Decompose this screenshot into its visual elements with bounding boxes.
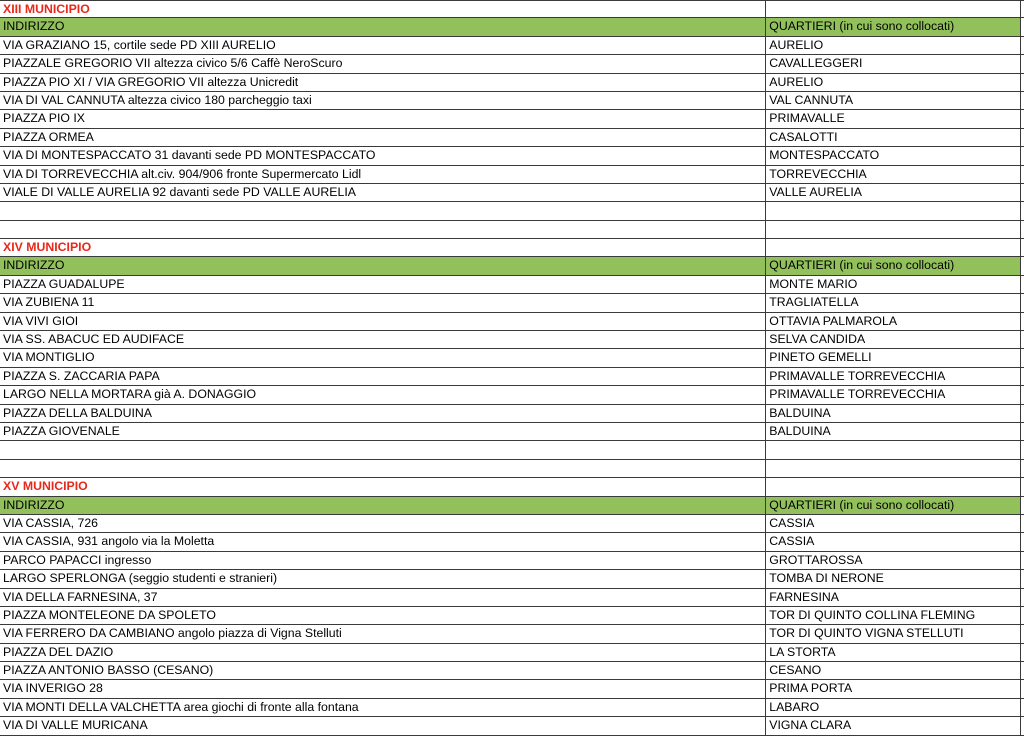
address-cell[interactable]: VIA CASSIA, 726: [0, 515, 766, 532]
table-row: [0, 699, 1024, 717]
address-cell[interactable]: PIAZZA MONTELEONE DA SPOLETO: [0, 607, 766, 624]
address-cell[interactable]: VIA GRAZIANO 15, cortile sede PD XIII AURELIO: [0, 37, 766, 54]
table-row: [0, 589, 1024, 607]
table-row: [0, 662, 1024, 680]
neighborhood-cell[interactable]: MONTESPACCATO: [766, 147, 1021, 164]
table-row: [0, 331, 1024, 349]
address-cell[interactable]: PIAZZA PIO XI / VIA GREGORIO VII altezza Unicredit: [0, 74, 766, 91]
table-row: [0, 570, 1024, 588]
empty-cell[interactable]: [766, 1, 1021, 17]
neighborhood-cell[interactable]: AURELIO: [766, 74, 1021, 91]
address-cell[interactable]: PIAZZA GUADALUPE: [0, 276, 766, 293]
address-header[interactable]: INDIRIZZO: [0, 257, 766, 274]
neighborhood-cell[interactable]: TOR DI QUINTO VIGNA STELLUTI: [766, 625, 1021, 642]
address-cell[interactable]: VIA DI VAL CANNUTA altezza civico 180 parcheggio taxi: [0, 92, 766, 109]
table-row: [0, 166, 1024, 184]
address-cell[interactable]: VIA VIVI GIOI: [0, 313, 766, 330]
neighborhood-cell[interactable]: AURELIO: [766, 37, 1021, 54]
header-row: [0, 497, 1024, 515]
address-cell[interactable]: PIAZZA ORMEA: [0, 129, 766, 146]
section-title[interactable]: XV MUNICIPIO: [0, 478, 766, 495]
empty-cell[interactable]: [766, 478, 1021, 495]
address-cell[interactable]: LARGO SPERLONGA (seggio studenti e stranieri): [0, 570, 766, 587]
address-cell[interactable]: PIAZZA ANTONIO BASSO (CESANO): [0, 662, 766, 679]
empty-cell[interactable]: [0, 202, 766, 219]
neighborhood-cell[interactable]: CASSIA: [766, 515, 1021, 532]
neighborhood-cell[interactable]: MONTE MARIO: [766, 276, 1021, 293]
neighborhood-cell[interactable]: CASALOTTI: [766, 129, 1021, 146]
address-cell[interactable]: VIA DI TORREVECCHIA alt.civ. 904/906 fronte Supermercato Lidl: [0, 166, 766, 183]
address-cell[interactable]: LARGO NELLA MORTARA già A. DONAGGIO: [0, 386, 766, 403]
table-row: [0, 386, 1024, 404]
empty-cell[interactable]: [0, 460, 766, 477]
table-row: [0, 607, 1024, 625]
neighborhood-cell[interactable]: TOMBA DI NERONE: [766, 570, 1021, 587]
address-cell[interactable]: PIAZZA PIO IX: [0, 110, 766, 127]
empty-cell[interactable]: [766, 202, 1021, 219]
table-row: [0, 294, 1024, 312]
table-row: [0, 184, 1024, 202]
table-row: [0, 533, 1024, 551]
neighborhood-cell[interactable]: OTTAVIA PALMAROLA: [766, 313, 1021, 330]
address-cell[interactable]: VIA INVERIGO 28: [0, 680, 766, 697]
empty-cell[interactable]: [0, 221, 766, 238]
table-row: [0, 423, 1024, 441]
neighborhood-cell[interactable]: TRAGLIATELLA: [766, 294, 1021, 311]
address-cell[interactable]: PIAZZALE GREGORIO VII altezza civico 5/6 Caffè NeroScuro: [0, 55, 766, 72]
table-row: [0, 37, 1024, 55]
neighborhood-cell[interactable]: FARNESINA: [766, 589, 1021, 606]
neighborhood-cell[interactable]: VAL CANNUTA: [766, 92, 1021, 109]
neighborhood-header[interactable]: QUARTIERI (in cui sono collocati): [766, 257, 1021, 274]
address-cell[interactable]: VIA DELLA FARNESINA, 37: [0, 589, 766, 606]
table-row: [0, 644, 1024, 662]
address-cell[interactable]: PIAZZA DELLA BALDUINA: [0, 405, 766, 422]
table-row: [0, 129, 1024, 147]
table-row: [0, 680, 1024, 698]
empty-cell[interactable]: [0, 441, 766, 458]
empty-row: [0, 441, 1024, 459]
address-header[interactable]: INDIRIZZO: [0, 497, 766, 514]
neighborhood-cell[interactable]: VALLE AURELIA: [766, 184, 1021, 201]
neighborhood-cell[interactable]: CASSIA: [766, 533, 1021, 550]
neighborhood-cell[interactable]: VIGNA CLARA: [766, 717, 1021, 734]
neighborhood-cell[interactable]: PRIMA PORTA: [766, 680, 1021, 697]
section-title-row: [0, 478, 1024, 496]
table-row: [0, 92, 1024, 110]
neighborhood-cell[interactable]: LABARO: [766, 699, 1021, 716]
table-row: [0, 147, 1024, 165]
neighborhood-cell[interactable]: BALDUINA: [766, 405, 1021, 422]
table-row: [0, 368, 1024, 386]
address-cell[interactable]: VIA ZUBIENA 11: [0, 294, 766, 311]
empty-cell[interactable]: [766, 441, 1021, 458]
header-row: [0, 18, 1024, 36]
neighborhood-cell[interactable]: PRIMAVALLE TORREVECCHIA: [766, 368, 1021, 385]
address-cell[interactable]: VIA FERRERO DA CAMBIANO angolo piazza di Vigna Stelluti: [0, 625, 766, 642]
neighborhood-cell[interactable]: TORREVECCHIA: [766, 166, 1021, 183]
neighborhood-header[interactable]: QUARTIERI (in cui sono collocati): [766, 497, 1021, 514]
address-header[interactable]: INDIRIZZO: [0, 18, 766, 35]
table-row: [0, 276, 1024, 294]
empty-cell[interactable]: [766, 221, 1021, 238]
section-title-row: [0, 239, 1024, 257]
address-cell[interactable]: VIA MONTIGLIO: [0, 349, 766, 366]
neighborhood-cell[interactable]: GROTTAROSSA: [766, 552, 1021, 569]
address-cell[interactable]: PARCO PAPACCI ingresso: [0, 552, 766, 569]
neighborhood-header[interactable]: QUARTIERI (in cui sono collocati): [766, 18, 1021, 35]
empty-row: [0, 460, 1024, 478]
address-cell[interactable]: VIA MONTI DELLA VALCHETTA area giochi di fronte alla fontana: [0, 699, 766, 716]
empty-cell[interactable]: [766, 460, 1021, 477]
section-title[interactable]: XIV MUNICIPIO: [0, 239, 766, 256]
address-cell[interactable]: VIALE DI VALLE AURELIA 92 davanti sede PD VALLE AURELIA: [0, 184, 766, 201]
neighborhood-cell[interactable]: PINETO GEMELLI: [766, 349, 1021, 366]
table-row: [0, 552, 1024, 570]
empty-row: [0, 202, 1024, 220]
address-cell[interactable]: VIA CASSIA, 931 angolo via la Moletta: [0, 533, 766, 550]
table-row: [0, 515, 1024, 533]
address-cell[interactable]: VIA DI VALLE MURICANA: [0, 717, 766, 734]
address-cell[interactable]: PIAZZA S. ZACCARIA PAPA: [0, 368, 766, 385]
table-row: [0, 625, 1024, 643]
address-cell[interactable]: PIAZZA DEL DAZIO: [0, 644, 766, 661]
neighborhood-cell[interactable]: BALDUINA: [766, 423, 1021, 440]
address-cell[interactable]: PIAZZA GIOVENALE: [0, 423, 766, 440]
empty-row: [0, 221, 1024, 239]
table-row: [0, 717, 1024, 735]
address-cell[interactable]: VIA SS. ABACUC ED AUDIFACE: [0, 331, 766, 348]
table-row: [0, 110, 1024, 128]
table-row: [0, 349, 1024, 367]
section-title-row: [0, 0, 1024, 18]
table-row: [0, 55, 1024, 73]
neighborhood-cell[interactable]: TOR DI QUINTO COLLINA FLEMING: [766, 607, 1021, 624]
neighborhood-cell[interactable]: SELVA CANDIDA: [766, 331, 1021, 348]
neighborhood-cell[interactable]: PRIMAVALLE TORREVECCHIA: [766, 386, 1021, 403]
empty-cell[interactable]: [766, 239, 1021, 256]
neighborhood-cell[interactable]: PRIMAVALLE: [766, 110, 1021, 127]
table-row: [0, 313, 1024, 331]
neighborhood-cell[interactable]: LA STORTA: [766, 644, 1021, 661]
header-row: [0, 257, 1024, 275]
table-row: [0, 74, 1024, 92]
section-title[interactable]: XIII MUNICIPIO: [0, 1, 766, 17]
address-cell[interactable]: VIA DI MONTESPACCATO 31 davanti sede PD MONTESPACCATO: [0, 147, 766, 164]
table-row: [0, 405, 1024, 423]
neighborhood-cell[interactable]: CAVALLEGGERI: [766, 55, 1021, 72]
neighborhood-cell[interactable]: CESANO: [766, 662, 1021, 679]
